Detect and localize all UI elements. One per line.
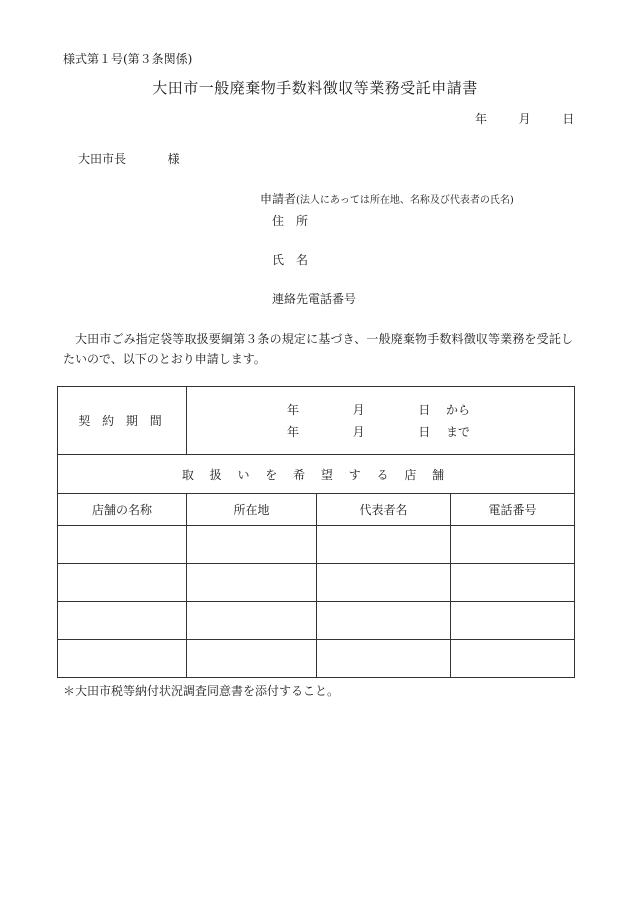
period-to-month: 月 xyxy=(352,424,365,439)
period-to-day: 日 xyxy=(418,424,431,439)
location-cell[interactable] xyxy=(187,640,317,678)
applicant-note: (法人にあっては所在地、名称及び代表者の氏名) xyxy=(296,195,514,206)
phone-cell[interactable] xyxy=(451,640,575,678)
addressee-name: 大田市長 xyxy=(78,152,127,166)
period-to xyxy=(287,421,574,443)
phone-label: 連絡先電話番号 xyxy=(272,292,357,306)
header-representative: 代表者名 xyxy=(317,494,451,526)
period-from-suffix: から xyxy=(446,402,471,417)
header-row xyxy=(58,494,575,526)
store-name-cell[interactable] xyxy=(58,640,187,678)
header-location: 所在地 xyxy=(187,494,317,526)
location-cell[interactable] xyxy=(187,526,317,564)
addressee-honorific: 様 xyxy=(167,152,180,166)
addressee xyxy=(78,150,180,167)
location-cell[interactable] xyxy=(187,602,317,640)
period-to-suffix: まで xyxy=(446,424,471,439)
table-row xyxy=(58,526,575,564)
footnote: ＊大田市税等納付状況調査同意書を添付すること。 xyxy=(63,684,340,698)
header-phone: 電話番号 xyxy=(451,494,575,526)
phone-cell[interactable] xyxy=(451,564,575,602)
phone-cell[interactable] xyxy=(451,526,575,564)
form-number: 様式第１号(第３条関係) xyxy=(63,52,193,66)
table-row xyxy=(58,640,575,678)
section-title-row xyxy=(58,455,575,494)
representative-cell[interactable] xyxy=(317,640,451,678)
date-year: 年 xyxy=(475,112,488,126)
application-table xyxy=(57,386,575,678)
period-from xyxy=(287,399,574,421)
document-title: 大田市一般廃棄物手数料徴収等業務受託申請書 xyxy=(152,79,478,97)
date-day: 日 xyxy=(562,112,575,126)
contract-period-row xyxy=(58,387,575,455)
body-paragraph: 大田市ごみ指定袋等取扱要綱第３条の規定に基づき、一般廃棄物手数料徴収等業務を受託したいので、以下のとおり申請します。 xyxy=(63,332,573,366)
representative-cell[interactable] xyxy=(317,602,451,640)
store-name-cell[interactable] xyxy=(58,526,187,564)
period-from-year: 年 xyxy=(287,402,300,417)
date-month: 月 xyxy=(518,112,531,126)
phone-cell[interactable] xyxy=(451,602,575,640)
period-from-day: 日 xyxy=(418,402,431,417)
name-label: 氏 名 xyxy=(272,253,309,267)
representative-cell[interactable] xyxy=(317,526,451,564)
store-name-cell[interactable] xyxy=(58,564,187,602)
representative-cell[interactable] xyxy=(317,564,451,602)
period-to-year: 年 xyxy=(287,424,300,439)
date-line xyxy=(475,110,574,127)
applicant-heading xyxy=(260,190,514,207)
header-store-name: 店舗の名称 xyxy=(58,494,187,526)
contract-period-values xyxy=(187,387,575,455)
period-from-month: 月 xyxy=(352,402,365,417)
applicant-label: 申請者 xyxy=(260,192,297,206)
address-label: 住 所 xyxy=(272,214,309,228)
store-name-cell[interactable] xyxy=(58,602,187,640)
location-cell[interactable] xyxy=(187,564,317,602)
table-row xyxy=(58,602,575,640)
contract-period-label: 契 約 期 間 xyxy=(58,387,187,455)
table-row xyxy=(58,564,575,602)
store-section-title: 取 扱 い を 希 望 す る 店 舗 xyxy=(58,455,575,494)
